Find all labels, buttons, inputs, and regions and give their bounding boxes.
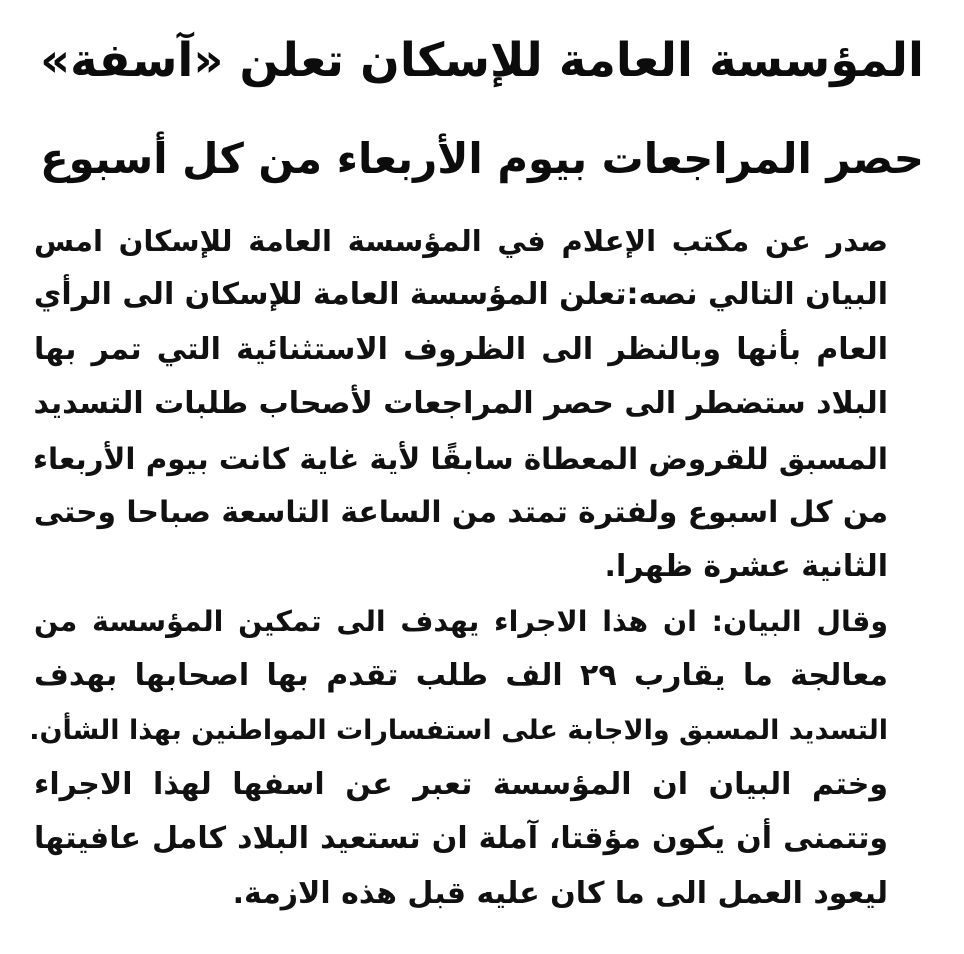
headline-line-1: المؤسسة العامة للإسكان تعلن «آسفة»	[40, 33, 924, 87]
paragraph-line: وقال البيان: ان هذا الاجراء يهدف الى تمكين المؤسسة من	[34, 604, 888, 638]
paragraph-2	[29, 595, 934, 758]
paragraph-line: البيان التالي نصه:تعلن المؤسسة العامة للإسكان الى الرأي	[33, 277, 888, 313]
paragraph-line: ليعود العمل الى ما كان عليه قبل هذه الازمة.	[232, 875, 888, 911]
paragraph-line: من كل اسبوع ولفترة تمتد من الساعة التاسعة صباحا وحتى	[33, 495, 888, 531]
paragraph-line: البلاد ستضطر الى حصر المراجعات لأصحاب طلبات التسديد	[33, 386, 888, 422]
paragraph-line: الثانية عشرة ظهرا.	[604, 549, 888, 585]
article-body	[29, 214, 934, 921]
paragraph-1	[34, 214, 934, 595]
paragraph-line: وتتمنى أن يكون مؤقتا، آملة ان تستعيد البلاد كامل عافيتها	[34, 821, 888, 857]
paragraph-line: المسبق للقروض المعطاة سابقًا لأية غاية كانت بيوم الأربعاء	[32, 441, 888, 476]
paragraph-line: العام بأنها وبالنظر الى الظروف الاستثنائية التي تمر بها	[34, 331, 888, 367]
paragraph-line: وختم البيان ان المؤسسة تعبر عن اسفها لهذا الاجراء	[34, 767, 888, 803]
paragraph-3	[34, 758, 934, 921]
headline-line-2: حصر المراجعات بيوم الأربعاء من كل أسبوع	[40, 134, 924, 183]
paragraph-line: معالجة ما يقارب ٢٩ الف طلب تقدم بها اصحابها بهدف	[34, 658, 889, 694]
paragraph-line: صدر عن مكتب الإعلام في المؤسسة العامة للإسكان امس	[34, 224, 888, 258]
paragraph-line: التسديد المسبق والاجابة على استفسارات المواطنين بهذا الشأن.	[29, 714, 888, 746]
